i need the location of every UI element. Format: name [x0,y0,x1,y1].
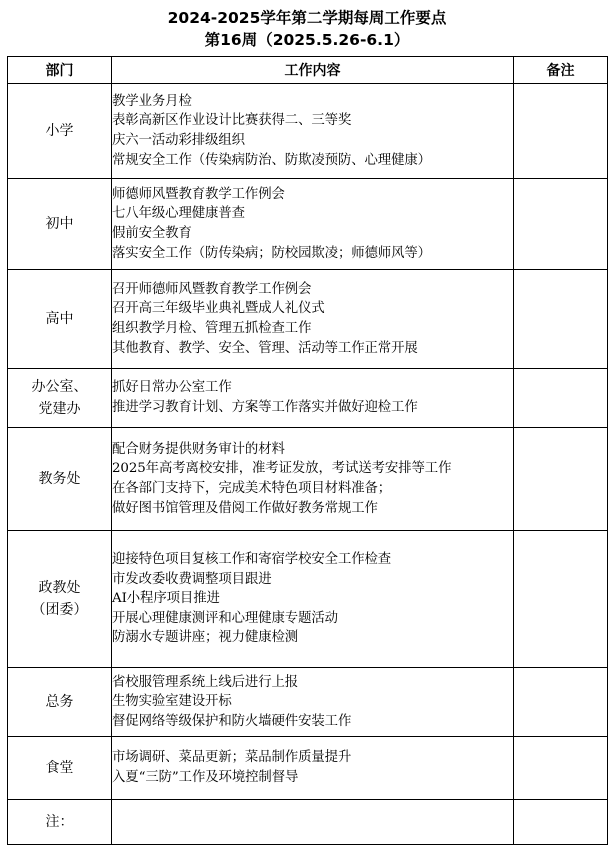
work-item: 配合财务提供财务审计的材料 [112,441,285,457]
remark-cell [514,179,608,270]
work-content-cell [112,428,514,531]
work-item: 教学业务月检 [112,93,192,109]
work-item: 生物实验室建设开标 [112,694,232,710]
work-item: 防溺水专题讲座；视力健康检测 [112,630,299,646]
work-item: 市场调研、菜品更新；菜品制作质量提升 [112,750,352,766]
work-item: 迎接特色项目复核工作和寄宿学校安全工作检查 [112,552,392,568]
work-item: 开展心理健康测评和心理健康专题活动 [112,610,338,626]
work-item: 做好图书馆管理及借阅工作做好教务常规工作 [112,500,378,516]
work-item: 组织教学月检、管理五抓检查工作 [112,321,312,336]
work-item: 常规安全工作（传染病防治、防欺凌预防、心理健康） [112,152,431,168]
department-cell [8,737,112,800]
remark-cell [514,369,608,428]
row-academic-affairs [8,428,608,531]
work-item: 假前安全教育 [112,226,192,241]
work-item: 表彰高新区作业设计比赛获得二、三等奖 [112,113,352,129]
department-name: 政教处 [38,580,81,596]
department-name: （团委） [31,602,88,618]
work-item: 其他教育、教学、安全、管理、活动等工作正常开展 [112,340,418,356]
work-item: 在各部门支持下，完成美术特色项目材料准备； [112,481,392,496]
work-content-cell [112,179,514,270]
work-content-cell [112,668,514,737]
weekly-plan-table [7,56,608,845]
department-cell [8,428,112,531]
department-cell [8,270,112,369]
row-junior-high [8,179,608,270]
department-cell [8,179,112,270]
department-name: 高中 [45,311,74,327]
work-item: 抓好日常办公室工作 [112,380,232,396]
department-name: 食堂 [45,760,74,776]
work-item: 入夏“三防”工作及环境控制督导 [112,770,299,785]
work-item: 庆六一活动彩排级组织 [112,133,245,148]
header-department: 部门 [8,57,112,84]
remark-cell [514,270,608,369]
row-primary-school [8,84,608,179]
department-cell [8,668,112,737]
department-name: 教务处 [38,471,81,487]
work-content-cell [112,270,514,369]
header-work-content: 工作内容 [112,57,514,84]
work-item: 省校服管理系统上线后进行上报 [112,674,299,690]
row-political-education [8,531,608,668]
department-name: 党建办 [38,401,81,417]
note-label: 注： [45,814,74,830]
work-content-cell [112,737,514,800]
work-content-cell [112,531,514,668]
department-name: 初中 [45,216,74,232]
row-note [8,800,608,845]
department-cell [8,369,112,428]
work-item: 落实安全工作（防传染病；防校园欺凌；师德师风等） [112,245,431,261]
work-item: AI小程序项目推进 [112,591,220,607]
department-name: 办公室、 [31,379,88,395]
work-item: 2025年高考离校安排，准考证发放，考试送考安排等工作 [112,461,452,477]
row-canteen [8,737,608,800]
work-item: 市发改委收费调整项目跟进 [112,571,272,587]
work-item: 召开师德师风暨教育教学工作例会 [112,281,312,297]
row-senior-high [8,270,608,369]
note-label-cell [8,800,112,845]
department-cell [8,84,112,179]
department-name: 小学 [45,123,74,139]
remark-cell [514,737,608,800]
remark-cell [514,668,608,737]
work-content-cell [112,84,514,179]
document-title: 2024-2025学年第二学期每周工作要点 [167,9,447,27]
note-content-cell [112,800,514,845]
work-item: 推进学习教育计划、方案等工作落实并做好迎检工作 [112,400,418,415]
department-cell [8,531,112,668]
work-item: 召开高三年级毕业典礼暨成人礼仪式 [112,301,325,317]
work-item: 督促网络等级保护和防火墙硬件安装工作 [112,713,352,729]
work-item: 七八年级心理健康普查 [112,206,245,222]
work-content-cell [112,369,514,428]
row-general-affairs [8,668,608,737]
header-remarks: 备注 [514,57,608,84]
remark-cell [514,531,608,668]
remark-cell [514,84,608,179]
row-office-party [8,369,608,428]
remark-cell [514,428,608,531]
week-subtitle: 第16周（2025.5.26-6.1） [204,31,410,49]
remark-cell [514,800,608,845]
header-row [8,57,608,84]
department-name: 总务 [45,694,74,710]
work-item: 师德师风暨教育教学工作例会 [112,186,285,202]
